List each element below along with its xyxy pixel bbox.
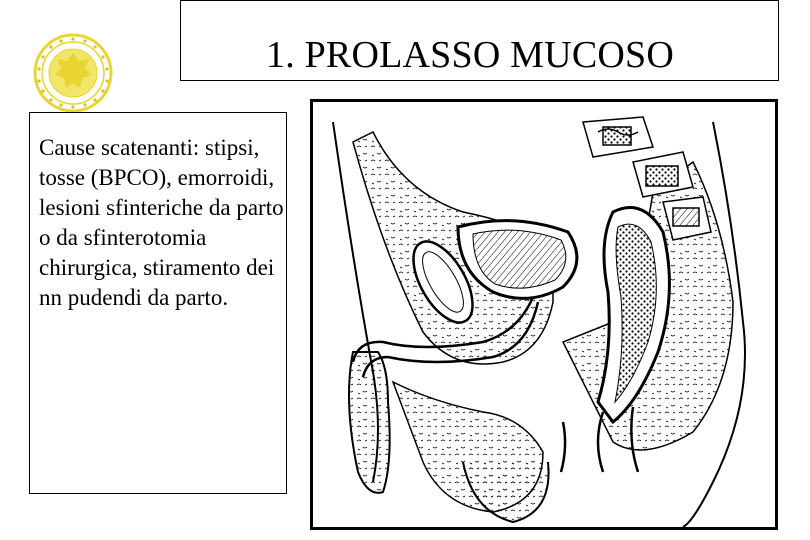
slide-title: 1. PROLASSO MUCOSO xyxy=(266,34,674,76)
title-box xyxy=(180,0,779,81)
anatomical-illustration xyxy=(310,99,778,530)
text-box xyxy=(29,112,287,494)
scrotum xyxy=(463,462,549,522)
penis xyxy=(349,352,390,493)
body-text: Cause scatenanti: stipsi, tosse (BPCO), emorroidi, lesioni sfinteriche da parto o da sfinterotomia chirurgica, stiramento dei nn pudendi da parto. xyxy=(39,135,284,310)
university-seal-logo xyxy=(33,33,113,113)
